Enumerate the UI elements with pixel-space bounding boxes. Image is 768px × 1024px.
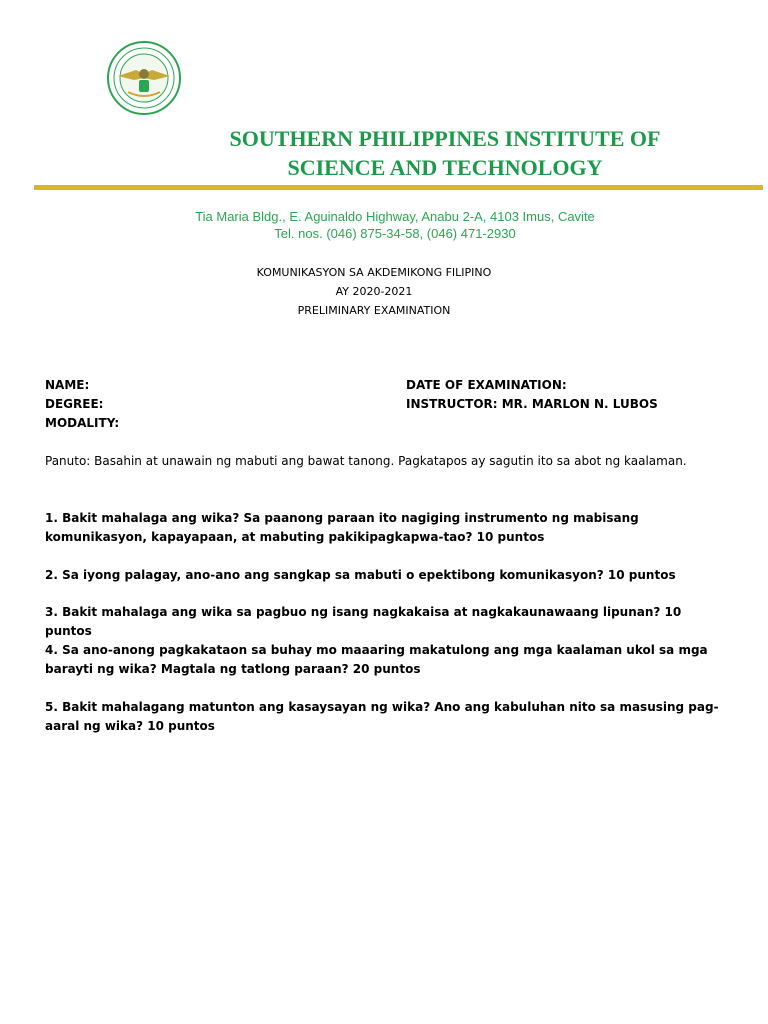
exam-heading: [140, 263, 608, 320]
instructions: Panuto: Basahin at unawain ng mabuti ang bawat tanong. Pagkatapos ay sagutin ito sa abot ng kaalaman.: [45, 454, 687, 468]
question-1: 1. Bakit mahalaga ang wika? Sa paanong paraan ito nagiging instrumento ng mabisang komunikasyon, kapayapaan, at mabuting pakikipagkapwa-tao? 10 puntos: [45, 511, 639, 544]
header-divider: [34, 185, 763, 190]
address-line: Tia Maria Bldg., E. Aguinaldo Highway, Anabu 2-A, 4103 Imus, Cavite: [195, 209, 595, 224]
school-seal-icon: [106, 40, 182, 116]
instructor-field-label: INSTRUCTOR: MR. MARLON N. LUBOS: [406, 397, 658, 411]
question-2: 2. Sa iyong palagay, ano-ano ang sangkap sa mabuti o epektibong komunikasyon? 10 puntos: [45, 568, 676, 582]
exam-subject: KOMUNIKASYON SA AKDEMIKONG FILIPINO: [256, 266, 492, 279]
name-field-label: NAME:: [45, 378, 90, 392]
date-field-label: DATE OF EXAMINATION:: [406, 378, 567, 392]
question-3: 3. Bakit mahalaga ang wika sa pagbuo ng isang nagkakaisa at nagkakaunawaang lipunan? 10 puntos: [45, 605, 682, 638]
institution-address: [110, 208, 680, 242]
institution-name: SOUTHERN PHILIPPINES INSTITUTE OF SCIENCE AND TECHNOLOGY: [229, 126, 661, 180]
question-5: 5. Bakit mahalagang matunton ang kasaysayan ng wika? Ano ang kabuluhan nito sa masusing pag-aaral ng wika? 10 puntos: [45, 700, 719, 733]
modality-field-label: MODALITY:: [45, 416, 120, 430]
exam-year: AY 2020-2021: [335, 285, 413, 298]
telephone-line: Tel. nos. (046) 875-34-58, (046) 471-2930: [274, 226, 516, 241]
question-4: 4. Sa ano-anong pagkakataon sa buhay mo maaaring makatulong ang mga kaalaman ukol sa mga barayti ng wika? Magtala ng tatlong paraan? 20 puntos: [45, 643, 708, 676]
exam-type: PRELIMINARY EXAMINATION: [297, 304, 451, 317]
degree-field-label: DEGREE:: [45, 397, 104, 411]
